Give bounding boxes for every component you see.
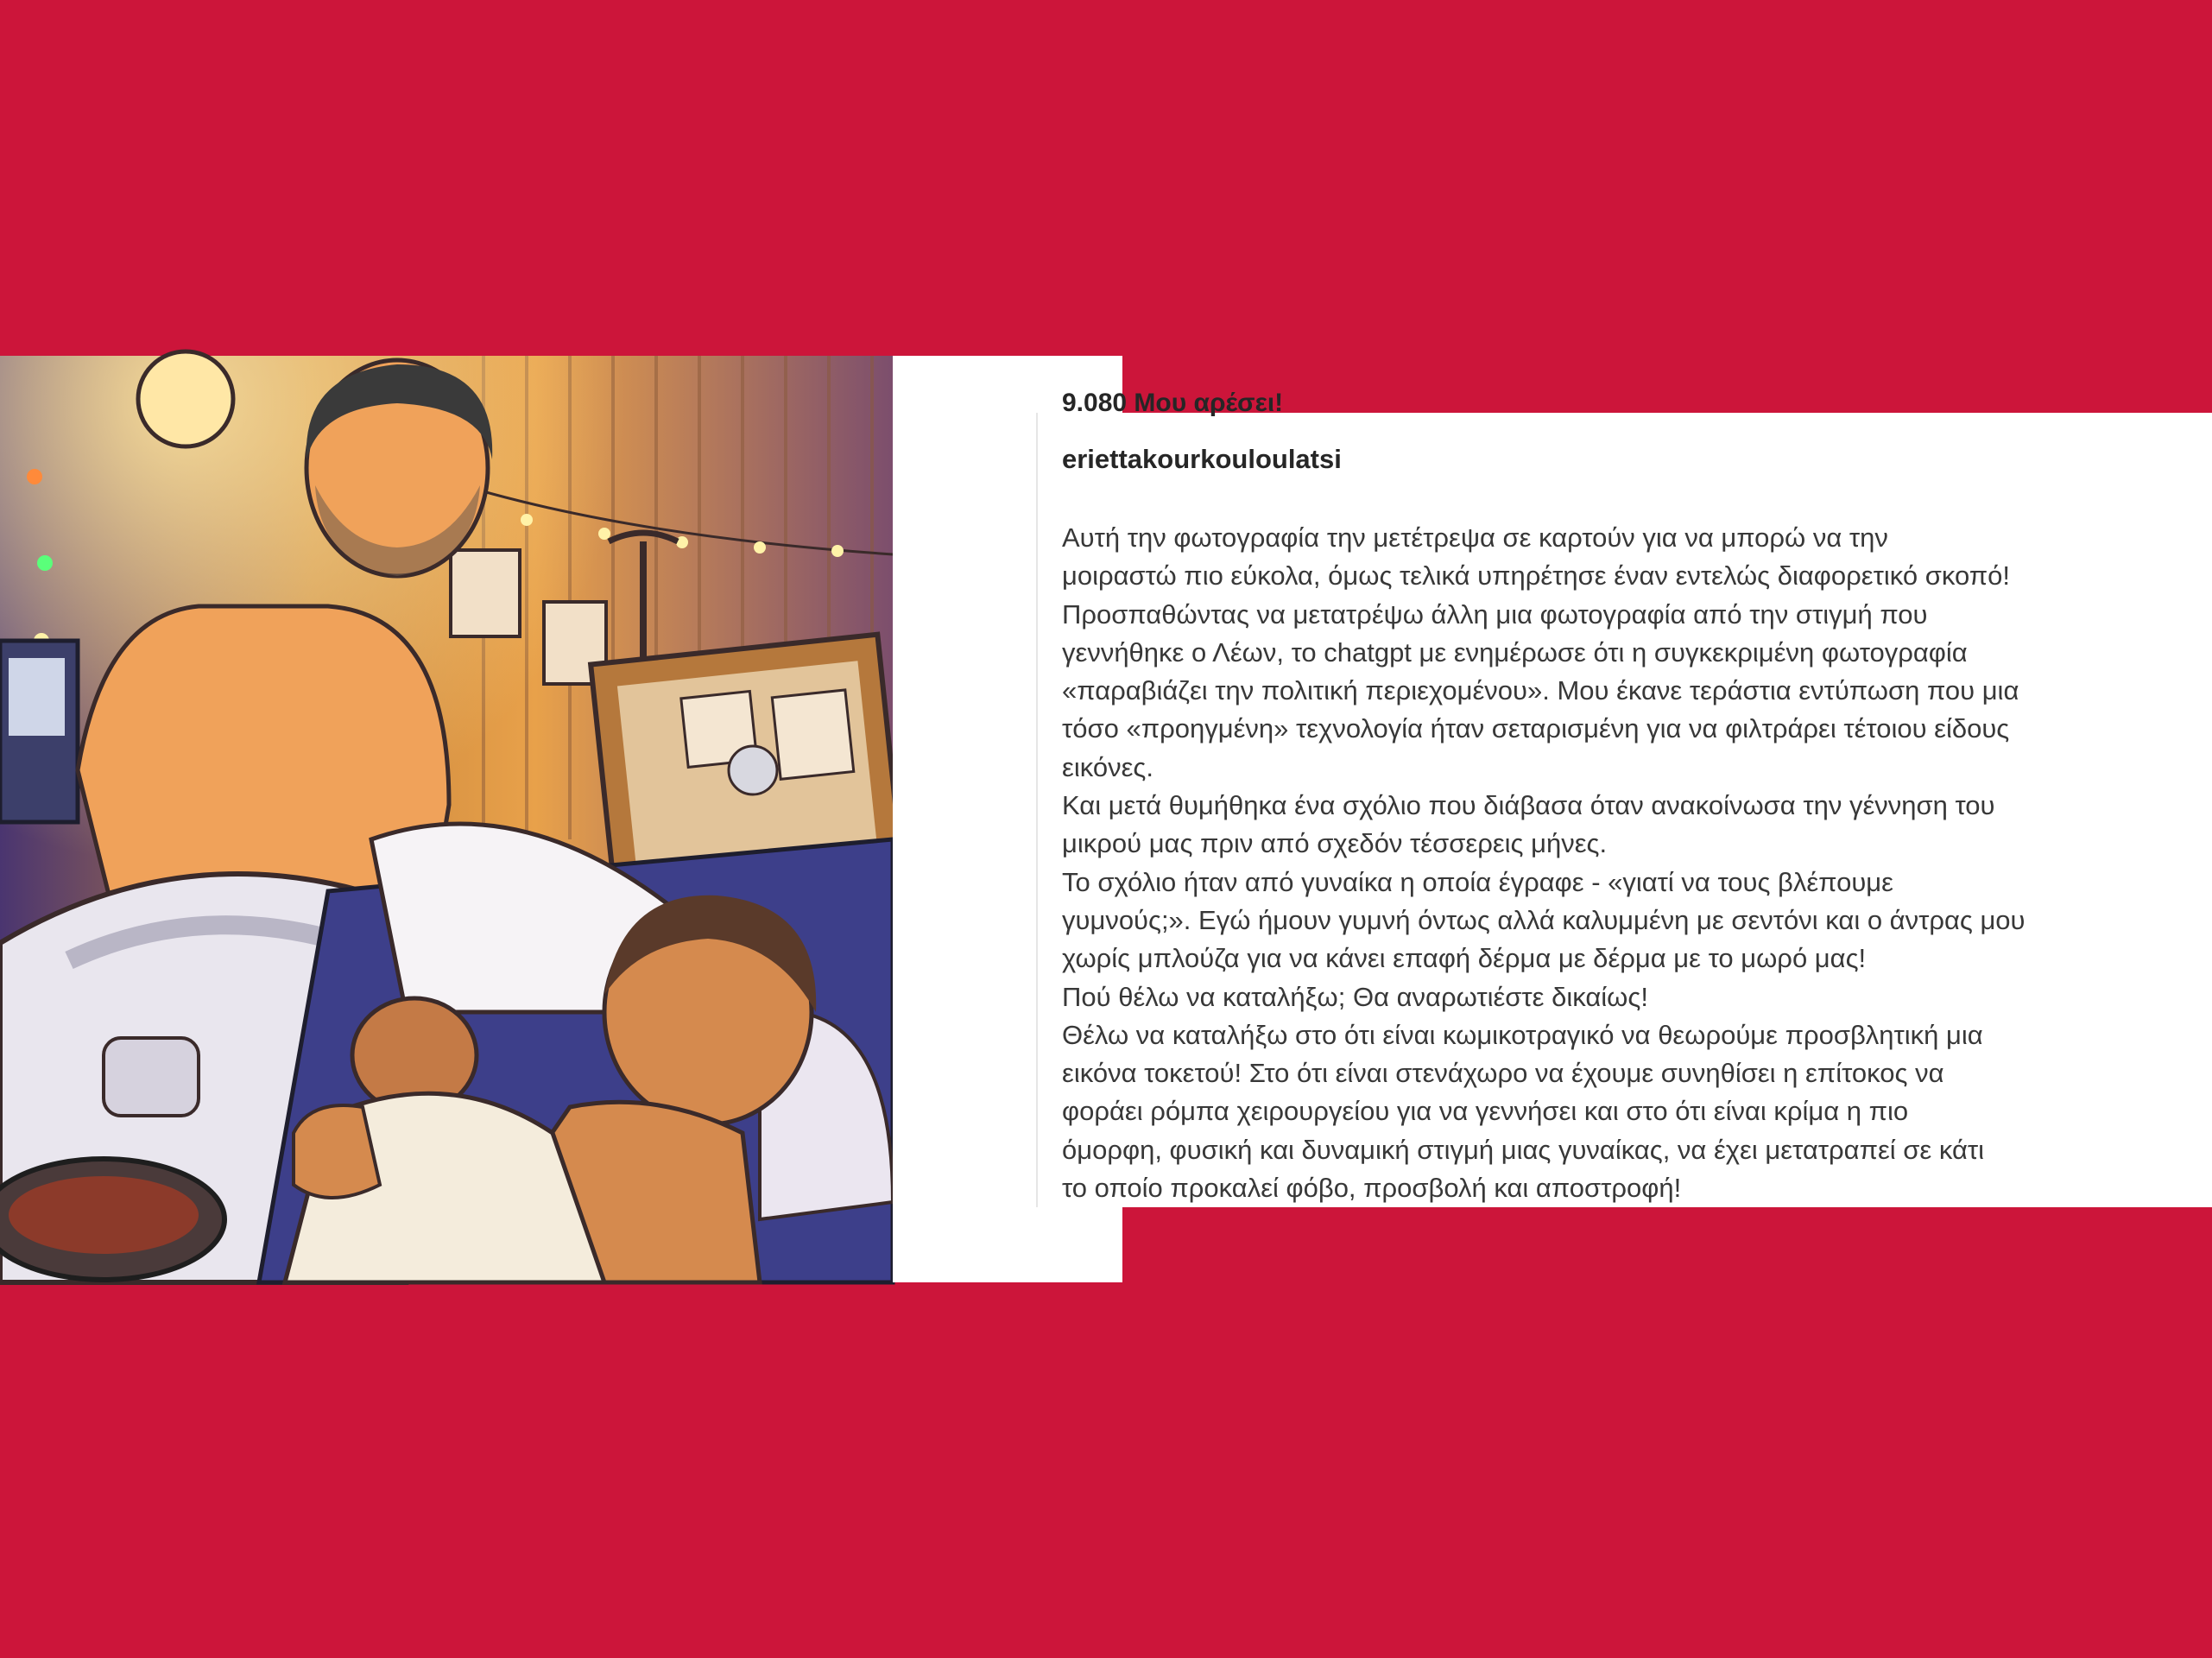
caption-line: φοράει ρόμπα χειρουργείου για να γεννήσει και στο ότι είναι κρίμα η πιο [1062,1096,1909,1127]
post-username[interactable]: eriettakourkouloulatsi [1062,444,1342,474]
birth-cartoon-illustration [0,356,893,1282]
caption-line: «παραβιάζει την πολιτική περιεχομένου». Μου έκανε τεράστια εντύπωση που μια [1062,675,2019,706]
caption-line: γεννήθηκε ο Λέων, το chatgpt με ενημέρωσε ότι η συγκεκριμένη φωτογραφία [1062,636,1968,668]
caption-line: μοιραστώ πιο εύκολα, όμως τελικά υπηρέτησε έναν εντελώς διαφορετικό σκοπό! [1062,560,2011,592]
caption-line: τόσο «προηγμένη» τεχνολογία ήταν σεταρισμένη για να φιλτράρει τέτοιου είδους [1062,713,2010,744]
post-caption-panel [1036,389,2212,1207]
caption-line: Πού θέλω να καταλήξω; Θα αναρωτιέστε δικαίως! [1062,981,1648,1012]
caption-line: χωρίς μπλούζα για να κάνει επαφή δέρμα με δέρμα με το μωρό μας! [1062,943,1867,974]
caption-line: γυμνούς;». Εγώ ήμουν γυμνή όντως αλλά καλυμμένη με σεντόνι και ο άντρας μου [1062,904,2026,935]
caption-line: Το σχόλιο ήταν από γυναίκα η οποία έγραφε - «γιατί να τους βλέπουμε [1062,866,1893,897]
caption-line: Προσπαθώντας να μετατρέψω άλλη μια φωτογραφία από την στιγμή που [1062,598,1928,630]
caption-line: το οποίο προκαλεί φόβο, προσβολή και αποστροφή! [1062,1173,1682,1204]
caption-line: όμορφη, φυσική και δυναμική στιγμή μιας γυναίκας, να έχει μετατραπεί σε κάτι [1062,1134,1985,1165]
caption-line: μικρού μας πριν από σχεδόν τέσσερεις μήνες. [1062,828,1608,859]
caption-line: εικόνες. [1062,751,1153,782]
post-caption [1062,519,2176,1207]
caption-line: Θέλω να καταλήξω στο ότι είναι κωμικοτραγικό να θεωρούμε προσβλητική μια [1062,1019,1983,1050]
caption-line: εικόνα τοκετού! Στο ότι είναι στενάχωρο να έχουμε συνηθίσει η επίτοκος να [1062,1058,1944,1089]
caption-line: Και μετά θυμήθηκα ένα σχόλιο που διάβασα όταν ανακοίνωσα την γέννηση του [1062,790,1995,821]
likes-count: 9.080 Μου αρέσει! [1062,389,1284,417]
caption-line: Αυτή την φωτογραφία την μετέτρεψα σε καρτούν για να μπορώ να την [1062,522,1888,553]
